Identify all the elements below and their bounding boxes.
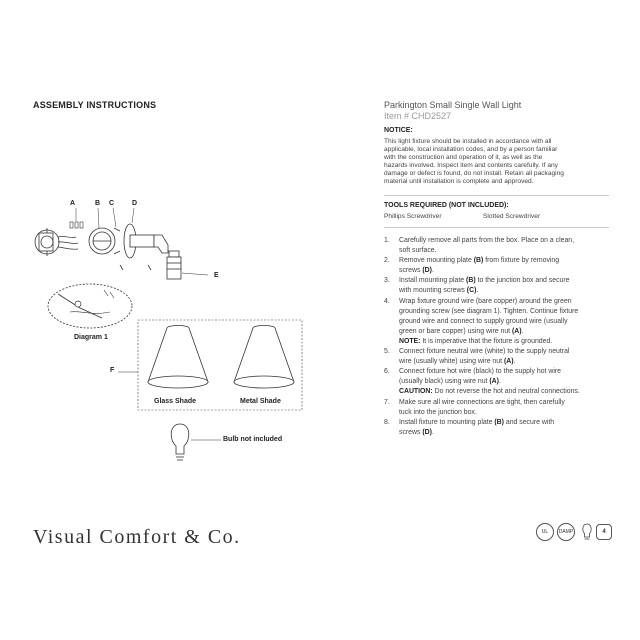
- step-1: 1. Carefully remove all parts from the box. Place on a clean, soft surface.: [384, 237, 575, 255]
- notice-line: damage or defect is found, do not install. Retain all packaging: [384, 170, 564, 178]
- bulb-label: Bulb not included: [223, 436, 283, 443]
- label-b: B: [95, 200, 101, 207]
- led-bulb-icon: [578, 523, 596, 541]
- label-e: E: [214, 272, 219, 279]
- notice-body: [384, 138, 609, 187]
- certification-badges: [536, 523, 616, 543]
- step-3: 3. Install mounting plate (B) to the junction box and secure with mounting screws (C).: [384, 277, 570, 295]
- notice-line: material until installation is complete and approved.: [384, 178, 534, 186]
- notice-line: This light fixture should be installed in accordance with all: [384, 138, 552, 145]
- step-5: 5. Connect fixture neutral wire (white) to the supply neutral wire (usually white) using wire nut (A).: [384, 348, 570, 366]
- tool-phillips: Phillips Screwdriver: [384, 213, 442, 220]
- product-title: Parkington Small Single Wall Light: [384, 100, 522, 110]
- divider: [384, 227, 609, 228]
- item-number: Item # CHD2527: [384, 111, 452, 121]
- label-d: D: [132, 200, 138, 207]
- tool-slotted: Slotted Screwdriver: [483, 213, 541, 220]
- diagram1-label: Diagram 1: [74, 334, 108, 341]
- shades-diagram: [118, 318, 318, 418]
- label-c: C: [109, 200, 115, 207]
- step-4: 4. Wrap fixture ground wire (bare copper) around the green grounding screw (see diagram 1). Tighten. Continue fixture ground wire and connect to supply ground wire (usually green or bare copper) using wire nut (A). NOTE: It is imperative that the fixture is grounded.: [384, 297, 579, 345]
- metal-shade-label: Metal Shade: [240, 398, 281, 405]
- step-6: 6. Connect fixture hot wire (black) to the supply hot wire (usually black) using wire nut (A). CAUTION: Do not reverse the hot and neutral connections.: [384, 368, 580, 396]
- label-f: F: [110, 367, 115, 374]
- notice-line: hazards involved. Inspect item and contents carefully. If any: [384, 162, 558, 170]
- label-a: A: [70, 200, 76, 207]
- glass-shade-label: Glass Shade: [154, 398, 197, 405]
- fixture-exploded-diagram: [30, 195, 240, 285]
- assembly-heading: ASSEMBLY INSTRUCTIONS: [33, 100, 157, 110]
- notice-line: applicable, local installation codes, and by a person familiar: [384, 146, 558, 154]
- step-7: 7. Make sure all wire connections are tight, then carefully tuck into the junction box.: [384, 398, 565, 416]
- damp-rated-icon: DAMP: [557, 523, 575, 541]
- bulb-count-badge: 4: [596, 524, 612, 540]
- instruction-steps: [384, 236, 612, 438]
- step-8: 8. Install fixture to mounting plate (B) and secure with screws (D).: [384, 418, 555, 436]
- notice-line: with the construction and operation of it, as well as the: [384, 154, 543, 162]
- step-2: 2. Remove mounting plate (B) from fixture by removing screws (D).: [384, 257, 560, 275]
- brand-logo: Visual Comfort & Co.: [33, 526, 241, 548]
- tools-heading: TOOLS REQUIRED (NOT INCLUDED):: [384, 202, 509, 209]
- divider: [384, 195, 609, 196]
- bulb-icon: [165, 420, 225, 466]
- ul-listed-icon: UL: [536, 523, 554, 541]
- notice-heading: NOTICE:: [384, 127, 413, 134]
